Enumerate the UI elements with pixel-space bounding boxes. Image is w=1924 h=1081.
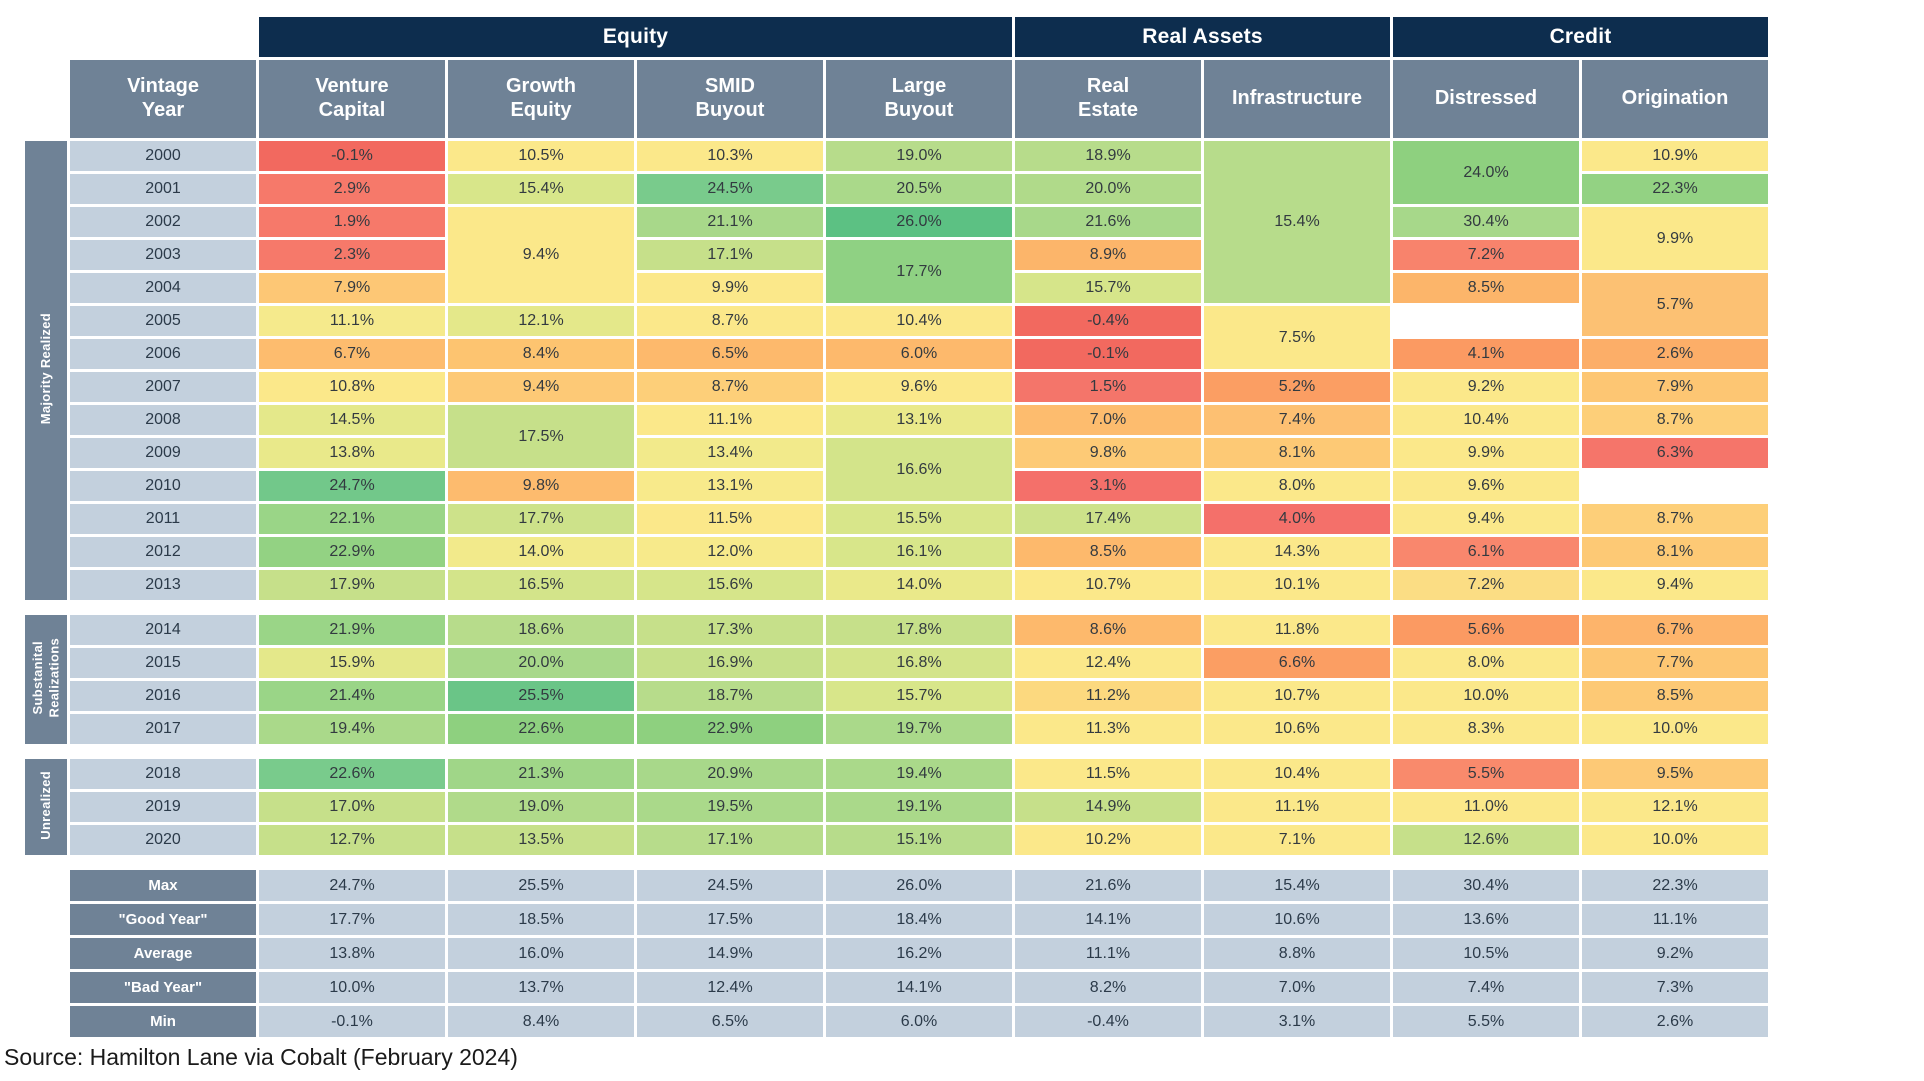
stats-cell: 13.6%	[1393, 904, 1579, 935]
data-cell: 14.5%	[259, 405, 445, 435]
table-row	[25, 504, 1768, 534]
table-row	[25, 405, 1768, 435]
data-cell: 15.4%	[448, 174, 634, 204]
year-cell: 2014	[70, 615, 256, 645]
data-cell: 13.5%	[448, 825, 634, 855]
data-cell: 4.1%	[1393, 339, 1579, 369]
data-cell: 8.7%	[1582, 405, 1768, 435]
stats-cell: 15.4%	[1204, 870, 1390, 901]
data-cell: 14.0%	[448, 537, 634, 567]
year-cell: 2010	[70, 471, 256, 501]
data-cell: 14.3%	[1204, 537, 1390, 567]
data-cell: 11.3%	[1015, 714, 1201, 744]
data-cell: 13.4%	[637, 438, 823, 468]
data-cell: 17.4%	[1015, 504, 1201, 534]
stats-row	[25, 870, 1768, 901]
year-cell: 2016	[70, 681, 256, 711]
data-cell: 6.3%	[1582, 438, 1768, 468]
year-cell: 2018	[70, 759, 256, 789]
stats-cell: 6.5%	[637, 1006, 823, 1037]
data-cell: 17.7%	[448, 504, 634, 534]
table-row	[25, 339, 1768, 369]
stats-cell: 8.2%	[1015, 972, 1201, 1003]
data-cell: 8.3%	[1393, 714, 1579, 744]
stats-cell: 30.4%	[1393, 870, 1579, 901]
data-cell: 17.1%	[637, 240, 823, 270]
data-cell: 7.5%	[1204, 306, 1390, 369]
data-cell: 1.9%	[259, 207, 445, 237]
data-cell: 11.0%	[1393, 792, 1579, 822]
data-cell: 12.7%	[259, 825, 445, 855]
stats-cell: -0.1%	[259, 1006, 445, 1037]
year-cell: 2007	[70, 372, 256, 402]
table-row	[25, 240, 1768, 270]
year-cell: 2009	[70, 438, 256, 468]
data-cell: 6.7%	[259, 339, 445, 369]
stats-gap-row	[25, 858, 1768, 867]
data-cell: 24.0%	[1393, 141, 1579, 204]
data-cell: 10.4%	[1393, 405, 1579, 435]
data-cell: 21.3%	[448, 759, 634, 789]
vintage-year-heatmap-table	[22, 14, 1771, 1040]
data-cell: 16.6%	[826, 438, 1012, 501]
data-cell: 17.7%	[826, 240, 1012, 303]
data-cell: 19.4%	[826, 759, 1012, 789]
data-cell: 6.7%	[1582, 615, 1768, 645]
table-row	[25, 306, 1768, 336]
stats-cell: 18.4%	[826, 904, 1012, 935]
year-cell: 2019	[70, 792, 256, 822]
data-cell: 21.6%	[1015, 207, 1201, 237]
data-cell: -0.1%	[259, 141, 445, 171]
stats-cell: 14.9%	[637, 938, 823, 969]
data-cell: 20.9%	[637, 759, 823, 789]
data-cell: 20.0%	[1015, 174, 1201, 204]
data-cell: 8.6%	[1015, 615, 1201, 645]
table-row	[25, 825, 1768, 855]
data-cell: 10.4%	[826, 306, 1012, 336]
column-header-large-buyout: Large Buyout	[826, 60, 1012, 138]
stats-cell: 17.5%	[637, 904, 823, 935]
stats-cell: 26.0%	[826, 870, 1012, 901]
stats-cell: 2.6%	[1582, 1006, 1768, 1037]
data-cell: 6.5%	[637, 339, 823, 369]
stats-cell: 7.0%	[1204, 972, 1390, 1003]
data-cell: 9.4%	[1582, 570, 1768, 600]
data-cell: 13.8%	[259, 438, 445, 468]
data-cell: 15.1%	[826, 825, 1012, 855]
data-cell: 9.8%	[448, 471, 634, 501]
stats-cell: -0.4%	[1015, 1006, 1201, 1037]
data-cell: 3.1%	[1015, 471, 1201, 501]
data-cell: 1.5%	[1015, 372, 1201, 402]
data-cell: 15.7%	[1015, 273, 1201, 303]
data-cell: 9.5%	[1582, 759, 1768, 789]
data-cell: 14.0%	[826, 570, 1012, 600]
data-cell: 10.2%	[1015, 825, 1201, 855]
column-header-distressed: Distressed	[1393, 60, 1579, 138]
data-cell: 6.1%	[1393, 537, 1579, 567]
year-cell: 2001	[70, 174, 256, 204]
data-cell: 5.5%	[1393, 759, 1579, 789]
data-cell: 17.9%	[259, 570, 445, 600]
stats-label: "Good Year"	[70, 904, 256, 935]
data-cell: 13.1%	[637, 471, 823, 501]
data-cell: 17.1%	[637, 825, 823, 855]
table-row	[25, 681, 1768, 711]
table-row	[25, 570, 1768, 600]
data-cell: 24.7%	[259, 471, 445, 501]
group-header-row	[25, 17, 1768, 57]
year-cell: 2020	[70, 825, 256, 855]
data-cell: 10.7%	[1204, 681, 1390, 711]
stats-cell: 10.6%	[1204, 904, 1390, 935]
stats-row	[25, 972, 1768, 1003]
data-cell: 7.2%	[1393, 570, 1579, 600]
year-cell: 2003	[70, 240, 256, 270]
data-cell: 8.7%	[1582, 504, 1768, 534]
data-cell: 7.4%	[1204, 405, 1390, 435]
year-cell: 2013	[70, 570, 256, 600]
stats-cell: 25.5%	[448, 870, 634, 901]
stage-gap-row	[25, 747, 1768, 756]
stats-cell: 16.0%	[448, 938, 634, 969]
data-cell: 22.6%	[259, 759, 445, 789]
data-cell: 9.6%	[826, 372, 1012, 402]
group-header-real-assets: Real Assets	[1015, 17, 1390, 57]
stage-label-text: Substanital Realizations	[29, 638, 61, 718]
year-cell: 2002	[70, 207, 256, 237]
data-cell: 19.5%	[637, 792, 823, 822]
data-cell: 10.0%	[1582, 825, 1768, 855]
data-cell: 10.3%	[637, 141, 823, 171]
group-header-spacer	[25, 17, 256, 57]
data-cell: 8.9%	[1015, 240, 1201, 270]
data-cell: 9.8%	[1015, 438, 1201, 468]
year-cell: 2008	[70, 405, 256, 435]
data-cell: 5.2%	[1204, 372, 1390, 402]
data-cell: 12.4%	[1015, 648, 1201, 678]
data-cell: 12.6%	[1393, 825, 1579, 855]
stats-row	[25, 904, 1768, 935]
column-header-row	[25, 60, 1768, 138]
data-cell: 20.0%	[448, 648, 634, 678]
stage-label-majority-realized	[25, 141, 67, 600]
data-cell: 15.4%	[1204, 141, 1390, 303]
data-cell: 22.3%	[1582, 174, 1768, 204]
table-row	[25, 537, 1768, 567]
data-cell: 9.6%	[1393, 471, 1579, 501]
group-header-equity: Equity	[259, 17, 1012, 57]
data-cell: 19.0%	[826, 141, 1012, 171]
data-cell: 9.4%	[448, 207, 634, 303]
data-cell: 19.0%	[448, 792, 634, 822]
year-cell: 2012	[70, 537, 256, 567]
data-cell: 17.5%	[448, 405, 634, 468]
table-row	[25, 141, 1768, 171]
stats-row	[25, 938, 1768, 969]
data-cell: 12.1%	[448, 306, 634, 336]
stats-cell: 14.1%	[826, 972, 1012, 1003]
stats-cell: 9.2%	[1582, 938, 1768, 969]
data-cell: 16.5%	[448, 570, 634, 600]
stage-column-spacer	[25, 60, 67, 138]
data-cell: 7.1%	[1204, 825, 1390, 855]
data-cell: 8.0%	[1393, 648, 1579, 678]
data-cell: 7.0%	[1015, 405, 1201, 435]
data-cell: 18.9%	[1015, 141, 1201, 171]
stats-cell: 24.5%	[637, 870, 823, 901]
data-cell: -0.1%	[1015, 339, 1201, 369]
data-cell: 24.5%	[637, 174, 823, 204]
stats-label: Average	[70, 938, 256, 969]
stage-label-text: Majority Realized	[37, 313, 53, 425]
data-cell: 11.5%	[1015, 759, 1201, 789]
data-cell: 11.1%	[1204, 792, 1390, 822]
data-cell: 7.7%	[1582, 648, 1768, 678]
stats-row-spacer	[25, 870, 67, 901]
data-cell: 16.1%	[826, 537, 1012, 567]
data-cell: 8.0%	[1204, 471, 1390, 501]
stats-cell: 8.8%	[1204, 938, 1390, 969]
data-cell: 8.4%	[448, 339, 634, 369]
stats-cell: 10.5%	[1393, 938, 1579, 969]
data-cell: 18.6%	[448, 615, 634, 645]
stats-row-spacer	[25, 938, 67, 969]
data-cell: 19.7%	[826, 714, 1012, 744]
data-cell: 17.0%	[259, 792, 445, 822]
stats-cell: 11.1%	[1582, 904, 1768, 935]
table-row	[25, 207, 1768, 237]
stats-cell: 12.4%	[637, 972, 823, 1003]
data-cell: 14.9%	[1015, 792, 1201, 822]
stats-cell: 7.4%	[1393, 972, 1579, 1003]
source-note: Source: Hamilton Lane via Cobalt (February 2024)	[4, 1044, 518, 1070]
column-header-infrastructure: Infrastructure	[1204, 60, 1390, 138]
column-header-origination: Origination	[1582, 60, 1768, 138]
data-cell: 9.9%	[1582, 207, 1768, 270]
data-cell: 22.9%	[637, 714, 823, 744]
column-header-real-estate: Real Estate	[1015, 60, 1201, 138]
data-cell: 10.5%	[448, 141, 634, 171]
stats-cell: 3.1%	[1204, 1006, 1390, 1037]
stats-label: Min	[70, 1006, 256, 1037]
data-cell: 10.9%	[1582, 141, 1768, 171]
year-cell: 2005	[70, 306, 256, 336]
data-cell: 25.5%	[448, 681, 634, 711]
data-cell: 13.1%	[826, 405, 1012, 435]
stats-cell: 21.6%	[1015, 870, 1201, 901]
table-row	[25, 648, 1768, 678]
data-cell: 15.9%	[259, 648, 445, 678]
table-row	[25, 759, 1768, 789]
table-row	[25, 372, 1768, 402]
data-cell: 5.6%	[1393, 615, 1579, 645]
data-cell: 8.5%	[1015, 537, 1201, 567]
data-cell: 8.1%	[1204, 438, 1390, 468]
data-cell: 16.8%	[826, 648, 1012, 678]
data-cell: 5.7%	[1582, 273, 1768, 336]
stats-cell: 18.5%	[448, 904, 634, 935]
data-cell: -0.4%	[1015, 306, 1201, 336]
data-cell: 11.8%	[1204, 615, 1390, 645]
table-row	[25, 438, 1768, 468]
data-cell: 10.8%	[259, 372, 445, 402]
year-cell: 2000	[70, 141, 256, 171]
stats-cell: 6.0%	[826, 1006, 1012, 1037]
year-cell: 2004	[70, 273, 256, 303]
stage-gap-row	[25, 603, 1768, 612]
data-cell: 9.4%	[1393, 504, 1579, 534]
data-cell: 12.1%	[1582, 792, 1768, 822]
stage-label-unrealized	[25, 759, 67, 855]
data-cell: 10.6%	[1204, 714, 1390, 744]
stats-cell: 16.2%	[826, 938, 1012, 969]
stats-row-spacer	[25, 1006, 67, 1037]
stats-cell: 17.7%	[259, 904, 445, 935]
data-cell: 2.3%	[259, 240, 445, 270]
year-cell: 2015	[70, 648, 256, 678]
stats-label: Max	[70, 870, 256, 901]
data-cell: 22.6%	[448, 714, 634, 744]
stats-cell: 8.4%	[448, 1006, 634, 1037]
stats-row-spacer	[25, 904, 67, 935]
column-header-growth-equity: Growth Equity	[448, 60, 634, 138]
stats-cell: 13.7%	[448, 972, 634, 1003]
data-cell: 10.4%	[1204, 759, 1390, 789]
data-cell: 2.9%	[259, 174, 445, 204]
data-cell: 20.5%	[826, 174, 1012, 204]
stats-cell: 13.8%	[259, 938, 445, 969]
data-cell: 9.9%	[637, 273, 823, 303]
data-cell: 11.1%	[259, 306, 445, 336]
stage-label-substanital-realizations	[25, 615, 67, 744]
table-row	[25, 792, 1768, 822]
data-cell: 10.0%	[1582, 714, 1768, 744]
data-cell: 7.2%	[1393, 240, 1579, 270]
stats-cell: 24.7%	[259, 870, 445, 901]
stats-cell: 11.1%	[1015, 938, 1201, 969]
data-cell: 18.7%	[637, 681, 823, 711]
data-cell: 15.6%	[637, 570, 823, 600]
stats-cell: 14.1%	[1015, 904, 1201, 935]
data-cell: 12.0%	[637, 537, 823, 567]
data-cell: 8.5%	[1582, 681, 1768, 711]
group-header-credit: Credit	[1393, 17, 1768, 57]
column-header-smid-buyout: SMID Buyout	[637, 60, 823, 138]
data-cell: 17.8%	[826, 615, 1012, 645]
data-cell: 10.1%	[1204, 570, 1390, 600]
data-cell: 21.9%	[259, 615, 445, 645]
data-cell: 2.6%	[1582, 339, 1768, 369]
data-cell: 21.1%	[637, 207, 823, 237]
data-cell: 15.5%	[826, 504, 1012, 534]
stage-label-text: Unrealized	[37, 771, 53, 840]
data-cell: 21.4%	[259, 681, 445, 711]
table-row	[25, 615, 1768, 645]
stats-cell: 22.3%	[1582, 870, 1768, 901]
data-cell: 10.0%	[1393, 681, 1579, 711]
data-cell: 17.3%	[637, 615, 823, 645]
data-cell: 8.7%	[637, 306, 823, 336]
data-cell: 9.9%	[1393, 438, 1579, 468]
column-header-vintage-year: Vintage Year	[70, 60, 256, 138]
data-cell: 8.7%	[637, 372, 823, 402]
year-cell: 2006	[70, 339, 256, 369]
data-cell: 19.1%	[826, 792, 1012, 822]
stats-label: "Bad Year"	[70, 972, 256, 1003]
data-cell: 7.9%	[259, 273, 445, 303]
data-cell: 22.1%	[259, 504, 445, 534]
stats-row-spacer	[25, 972, 67, 1003]
data-cell: 22.9%	[259, 537, 445, 567]
data-cell: 11.1%	[637, 405, 823, 435]
year-cell: 2017	[70, 714, 256, 744]
data-cell: 8.1%	[1582, 537, 1768, 567]
stats-row	[25, 1006, 1768, 1037]
data-cell: 6.0%	[826, 339, 1012, 369]
stats-cell: 10.0%	[259, 972, 445, 1003]
data-cell: 26.0%	[826, 207, 1012, 237]
data-cell: 10.7%	[1015, 570, 1201, 600]
data-cell: 19.4%	[259, 714, 445, 744]
data-cell: 7.9%	[1582, 372, 1768, 402]
data-cell: 6.6%	[1204, 648, 1390, 678]
stats-cell: 7.3%	[1582, 972, 1768, 1003]
column-header-venture-capital: Venture Capital	[259, 60, 445, 138]
table-row	[25, 714, 1768, 744]
data-cell: 11.2%	[1015, 681, 1201, 711]
data-cell: 9.4%	[448, 372, 634, 402]
stats-cell: 5.5%	[1393, 1006, 1579, 1037]
data-cell: 30.4%	[1393, 207, 1579, 237]
data-cell: 9.2%	[1393, 372, 1579, 402]
data-cell: 4.0%	[1204, 504, 1390, 534]
data-cell: 11.5%	[637, 504, 823, 534]
data-cell: 16.9%	[637, 648, 823, 678]
data-cell: 8.5%	[1393, 273, 1579, 303]
data-cell: 15.7%	[826, 681, 1012, 711]
year-cell: 2011	[70, 504, 256, 534]
